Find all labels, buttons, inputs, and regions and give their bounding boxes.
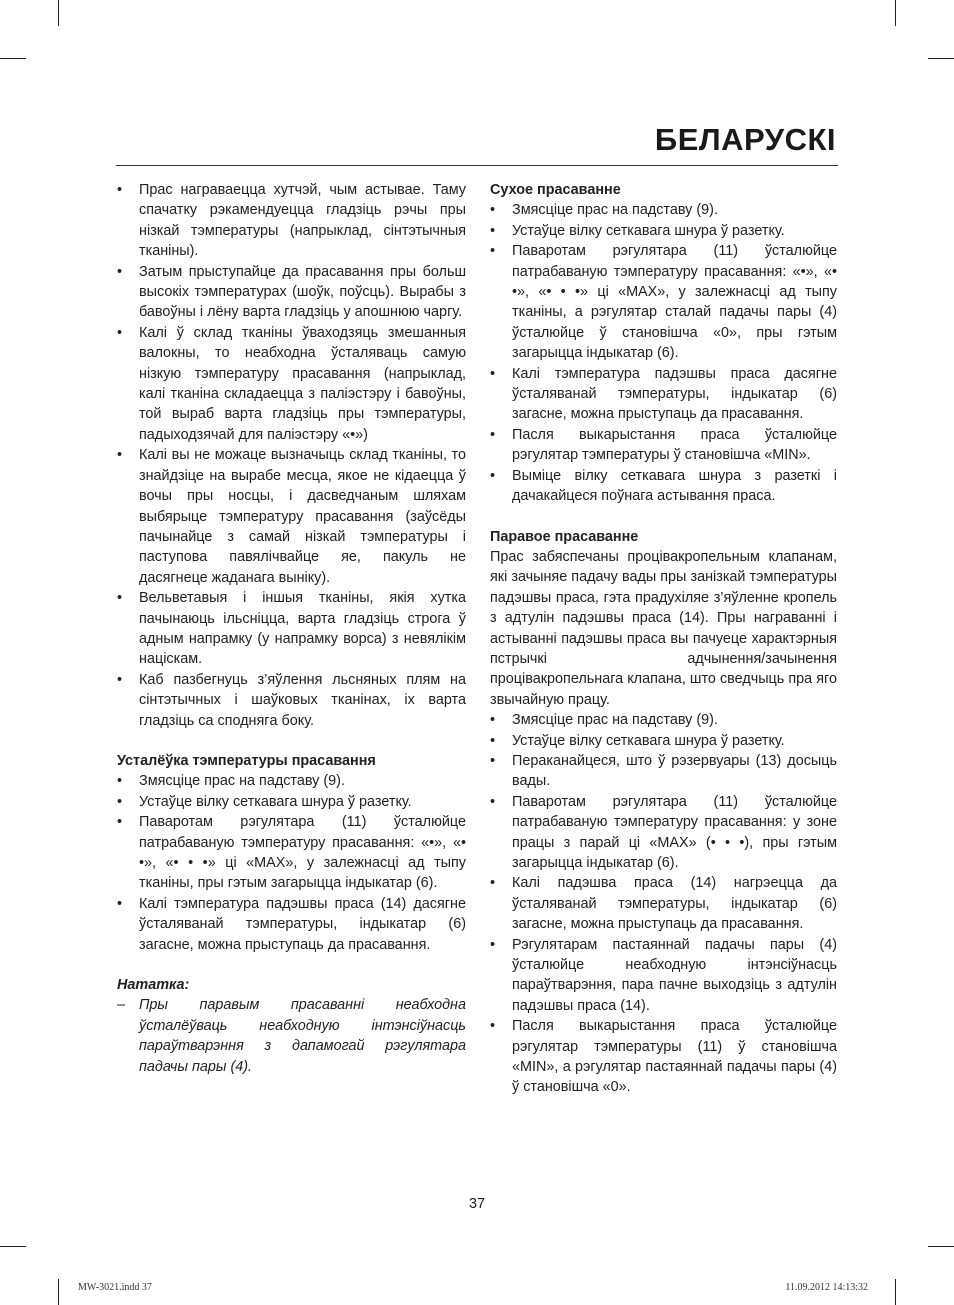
footer-filename: MW-3021.indd 37 [78, 1282, 152, 1293]
list-item: • Калі падэшва праса (14) нагрэецца да ўсталяванай тэмпературы, індыкатар (6) загасне, можна прыступаць да прасавання. [490, 873, 837, 934]
list-item: • Вельветавыя і іншыя тканіны, якія хутка пачынаюць ільсніцца, варта гладзіць строга ў адным напрамку (у напрамку ворса) з невялікім націскам. [117, 588, 466, 670]
section-heading-steam: Паравое прасаванне [490, 528, 639, 545]
dry-ironing-list [490, 200, 837, 506]
page-number: 37 [468, 1196, 485, 1212]
note-list [117, 995, 466, 1077]
steam-ironing-list [490, 710, 837, 1098]
list-item: • Паваротам рэгулятара (11) ўсталюйце патрабаваную тэмпературу прасавання: у зоне працы з парай ці «MAX» (• • •), пры гэтым загарыцца індыкатар (6). [490, 792, 837, 874]
crop-mark [928, 1246, 954, 1247]
list-item: • Каб пазбегнуць з’яўлення льсняных плям на сінтэтычных і шаўковых тканінах, іх варта гладзіць са споднягa боку. [117, 670, 466, 731]
list-item: • Змясціце прас на падставу (9). [490, 710, 837, 730]
temperature-steps-list [117, 771, 466, 955]
list-item: • Устаўце вілку сеткавага шнура ў разетку. [490, 731, 837, 751]
list-item: • Калі вы не можаце вызначыць склад тканіны, то знайдзіце на вырабе месца, якое не кідаецца ў вочы пры носцы, і дасведчаным шляхам выбярыце тэмпературу прасавання (заўсёды пачынайце з самай нізкай тэмпературы і паступова павялічвайце яе, пакуль не дасягнеце жаданага выніку). [117, 445, 466, 588]
list-item: • Калі ў склад тканіны ўваходзяць змешанныя валокны, то неабходна ўсталяваць самую нізкую тэмпературу прасавання (напрыклад, калі тканіна складаецца з паліэстэру і бавоўны, той выраб варта гладзіць пры тэмпературы, падыходзячай для паліэстэру «•») [117, 323, 466, 445]
steam-intro: Прас забяспечаны процівакропельным клапанам, які зачыняе падачу вады пры занізкай тэмпературы падэшвы праса, гэта прадухіляе з’яўленне кропель з адтулін падэшвы праса (14). Пры награванні і астыванні падэшвы праса вы пачуеце характэрныя пстрычкі адчынення/зачынення процівакропельнага клапана, што сведчыць пра яго звычайную працу. [490, 548, 837, 708]
note-text: – Пры паравым прасаванні неабходна ўсталёўваць неабходную інтэнсіўнасць параўтварэння з дапамогай рэгулятара падачы пары (4). [117, 995, 466, 1077]
list-item: • Змясціце прас на падставу (9). [117, 771, 466, 791]
list-item: • Устаўце вілку сеткавага шнура ў разетку. [490, 221, 837, 241]
crop-mark [58, 1279, 59, 1305]
section-heading-dry: Сухое прасаванне [490, 182, 621, 198]
list-item: • Пераканайцеся, што ў рэзервуары (13) досыць вады. [490, 751, 837, 792]
crop-mark [58, 0, 59, 26]
note-heading: Нататка: [117, 977, 190, 994]
list-item: • Рэгулятарам пастаяннай падачы пары (4) ўсталюйце неабходную інтэнсіўнасць параўтварэння, пара пачне выходзіць з адтулін падэшвы праса (14). [490, 935, 837, 1017]
list-item: • Змясціце прас на падставу (9). [490, 200, 837, 220]
list-item: • Пасля выкарыстання праса ўсталюйце рэгулятар тэмпературы ў становішча «MIN». [490, 425, 837, 466]
list-item: • Пасля выкарыстання праса ўсталюйце рэгулятар тэмпературы (11) ў становішча «MIN», а рэгулятар пастаяннай падачы пары (4) ў становішча «0». [490, 1016, 837, 1098]
footer-datetime: 11.09.2012 14:13:32 [785, 1282, 868, 1293]
list-item: • Затым прыступайце да прасавання пры больш высокіх тэмпературах (шоўк, поўсць). Вырабы з бавоўны і лёну варта гладзіць у апошнюю чаргу. [117, 262, 466, 323]
crop-mark [895, 0, 896, 26]
page-title: БЕЛАРУСКІ [654, 122, 836, 157]
list-item: • Устаўце вілку сеткавага шнура ў разетку. [117, 792, 466, 812]
list-item: • Паваротам рэгулятара (11) ўсталюйце патрабаваную тэмпературу прасавання: «•», «• •», «• • •» ці «MAX», у залежнасці ад тыпу тканіны, а рэгулятар сталай падачы пары (4) ўсталюйце ў становішча «0», пры гэтым загарыцца індыкатар (6). [490, 241, 837, 363]
title-divider [116, 165, 838, 166]
list-item: • Выміце вілку сеткавага шнура з разеткі і дачакайцеся поўнага астывання праса. [490, 466, 837, 507]
crop-mark [0, 58, 26, 59]
crop-mark [0, 1246, 26, 1247]
right-column [490, 180, 837, 1098]
left-column [117, 180, 466, 1077]
list-item: • Калі тэмпература падэшвы праса (14) дасягне ўсталяванай тэмпературы, індыкатар (6) загасне, можна прыступаць да прасавання. [117, 894, 466, 955]
list-item: • Прас награваецца хутчэй, чым астывае. Таму спачатку рэкамендуецца гладзіць рэчы пры нізкай тэмпературы (напрыклад, сінтэтычныя тканіны). [117, 180, 466, 262]
section-heading-temperature: Усталёўка тэмпературы прасавання [117, 752, 376, 769]
ironing-tips-list [117, 180, 466, 731]
list-item: • Паваротам рэгулятара (11) ўсталюйце патрабаваную тэмпературу прасавання: «•», «• •», «• • •» ці «MAX», у залежнасці ад тыпу тканіны, пры гэтым загарыцца індыкатар (6). [117, 812, 466, 894]
crop-mark [928, 58, 954, 59]
list-item: • Калі тэмпература падэшвы праса дасягне ўсталяванай тэмпературы, індыкатар (6) загасне, можна прыступаць да прасавання. [490, 364, 837, 425]
crop-mark [895, 1279, 896, 1305]
